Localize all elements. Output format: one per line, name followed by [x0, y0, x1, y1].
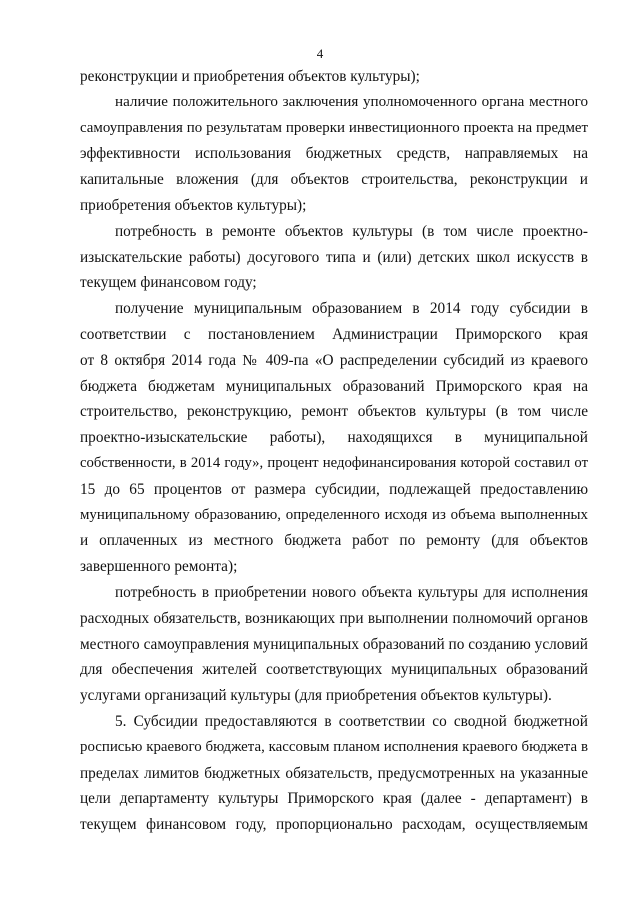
- text-line: эффективности использования бюджетных средств, направляемых на: [80, 145, 588, 163]
- text-line: реконструкции и приобретения объектов культуры);: [80, 68, 420, 85]
- text-line: текущем финансовом году;: [80, 274, 257, 292]
- text-line: расходных обязательств, возникающих при выполнении полномочий органов: [80, 609, 588, 627]
- text-line: местного самоуправления муниципальных образований по созданию условий: [80, 635, 588, 653]
- text-line: от 8 октября 2014 года № 409-па «О распределении субсидий из краевого: [80, 351, 588, 369]
- text-line: собственности, в 2014 году», процент недофинансирования которой составил от: [80, 454, 588, 471]
- text-line: цели департаменту культуры Приморского края (далее - департамент) в: [80, 790, 588, 808]
- text-line: для обеспечения жителей соответствующих муниципальных образований: [80, 661, 588, 679]
- text-line: завершенного ремонта);: [80, 558, 238, 576]
- text-line: получение муниципальным образованием в 2014 году субсидии в: [115, 300, 588, 318]
- text-line: проектно-изыскательские работы), находящихся в муниципальной: [80, 429, 588, 447]
- text-line: самоуправления по результатам проверки инвестиционного проекта на предмет: [80, 119, 588, 136]
- text-line: приобретения объектов культуры);: [80, 196, 307, 214]
- text-line: услугами организаций культуры (для приобретения объектов культуры).: [80, 687, 552, 705]
- text-line: соответствии с постановлением Администрации Приморского края: [80, 325, 588, 343]
- text-line: потребность в ремонте объектов культуры (в том числе проектно-: [115, 222, 588, 240]
- text-line: строительство, реконструкцию, ремонт объектов культуры (в том числе: [80, 403, 588, 421]
- text-line: потребность в приобретении нового объекта культуры для исполнения: [115, 583, 588, 601]
- text-line: пределах лимитов бюджетных обязательств, предусмотренных на указанные: [80, 764, 588, 782]
- text-line: муниципальному образованию, определенного исходя из объема выполненных: [80, 506, 588, 523]
- text-line: текущем финансовом году, пропорционально расходам, осуществляемым: [80, 816, 588, 834]
- text-line: изыскательские работы) досугового типа и (или) детских школ искусств в: [80, 248, 588, 266]
- text-line: наличие положительного заключения уполномоченного органа местного: [115, 93, 588, 110]
- text-line: 15 до 65 процентов от размера субсидии, подлежащей предоставлению: [80, 480, 588, 498]
- text-line: бюджета бюджетам муниципальных образований Приморского края на: [80, 377, 588, 395]
- text-line: 5. Субсидии предоставляются в соответствии со сводной бюджетной: [115, 712, 588, 730]
- text-line: росписью краевого бюджета, кассовым планом исполнения краевого бюджета в: [80, 738, 588, 755]
- text-line: и оплаченных из местного бюджета работ по ремонту (для объектов: [80, 532, 588, 550]
- text-line: капитальные вложения (для объектов строительства, реконструкции и: [80, 171, 588, 189]
- document-body: [80, 64, 588, 838]
- page-number: 4: [316, 46, 324, 61]
